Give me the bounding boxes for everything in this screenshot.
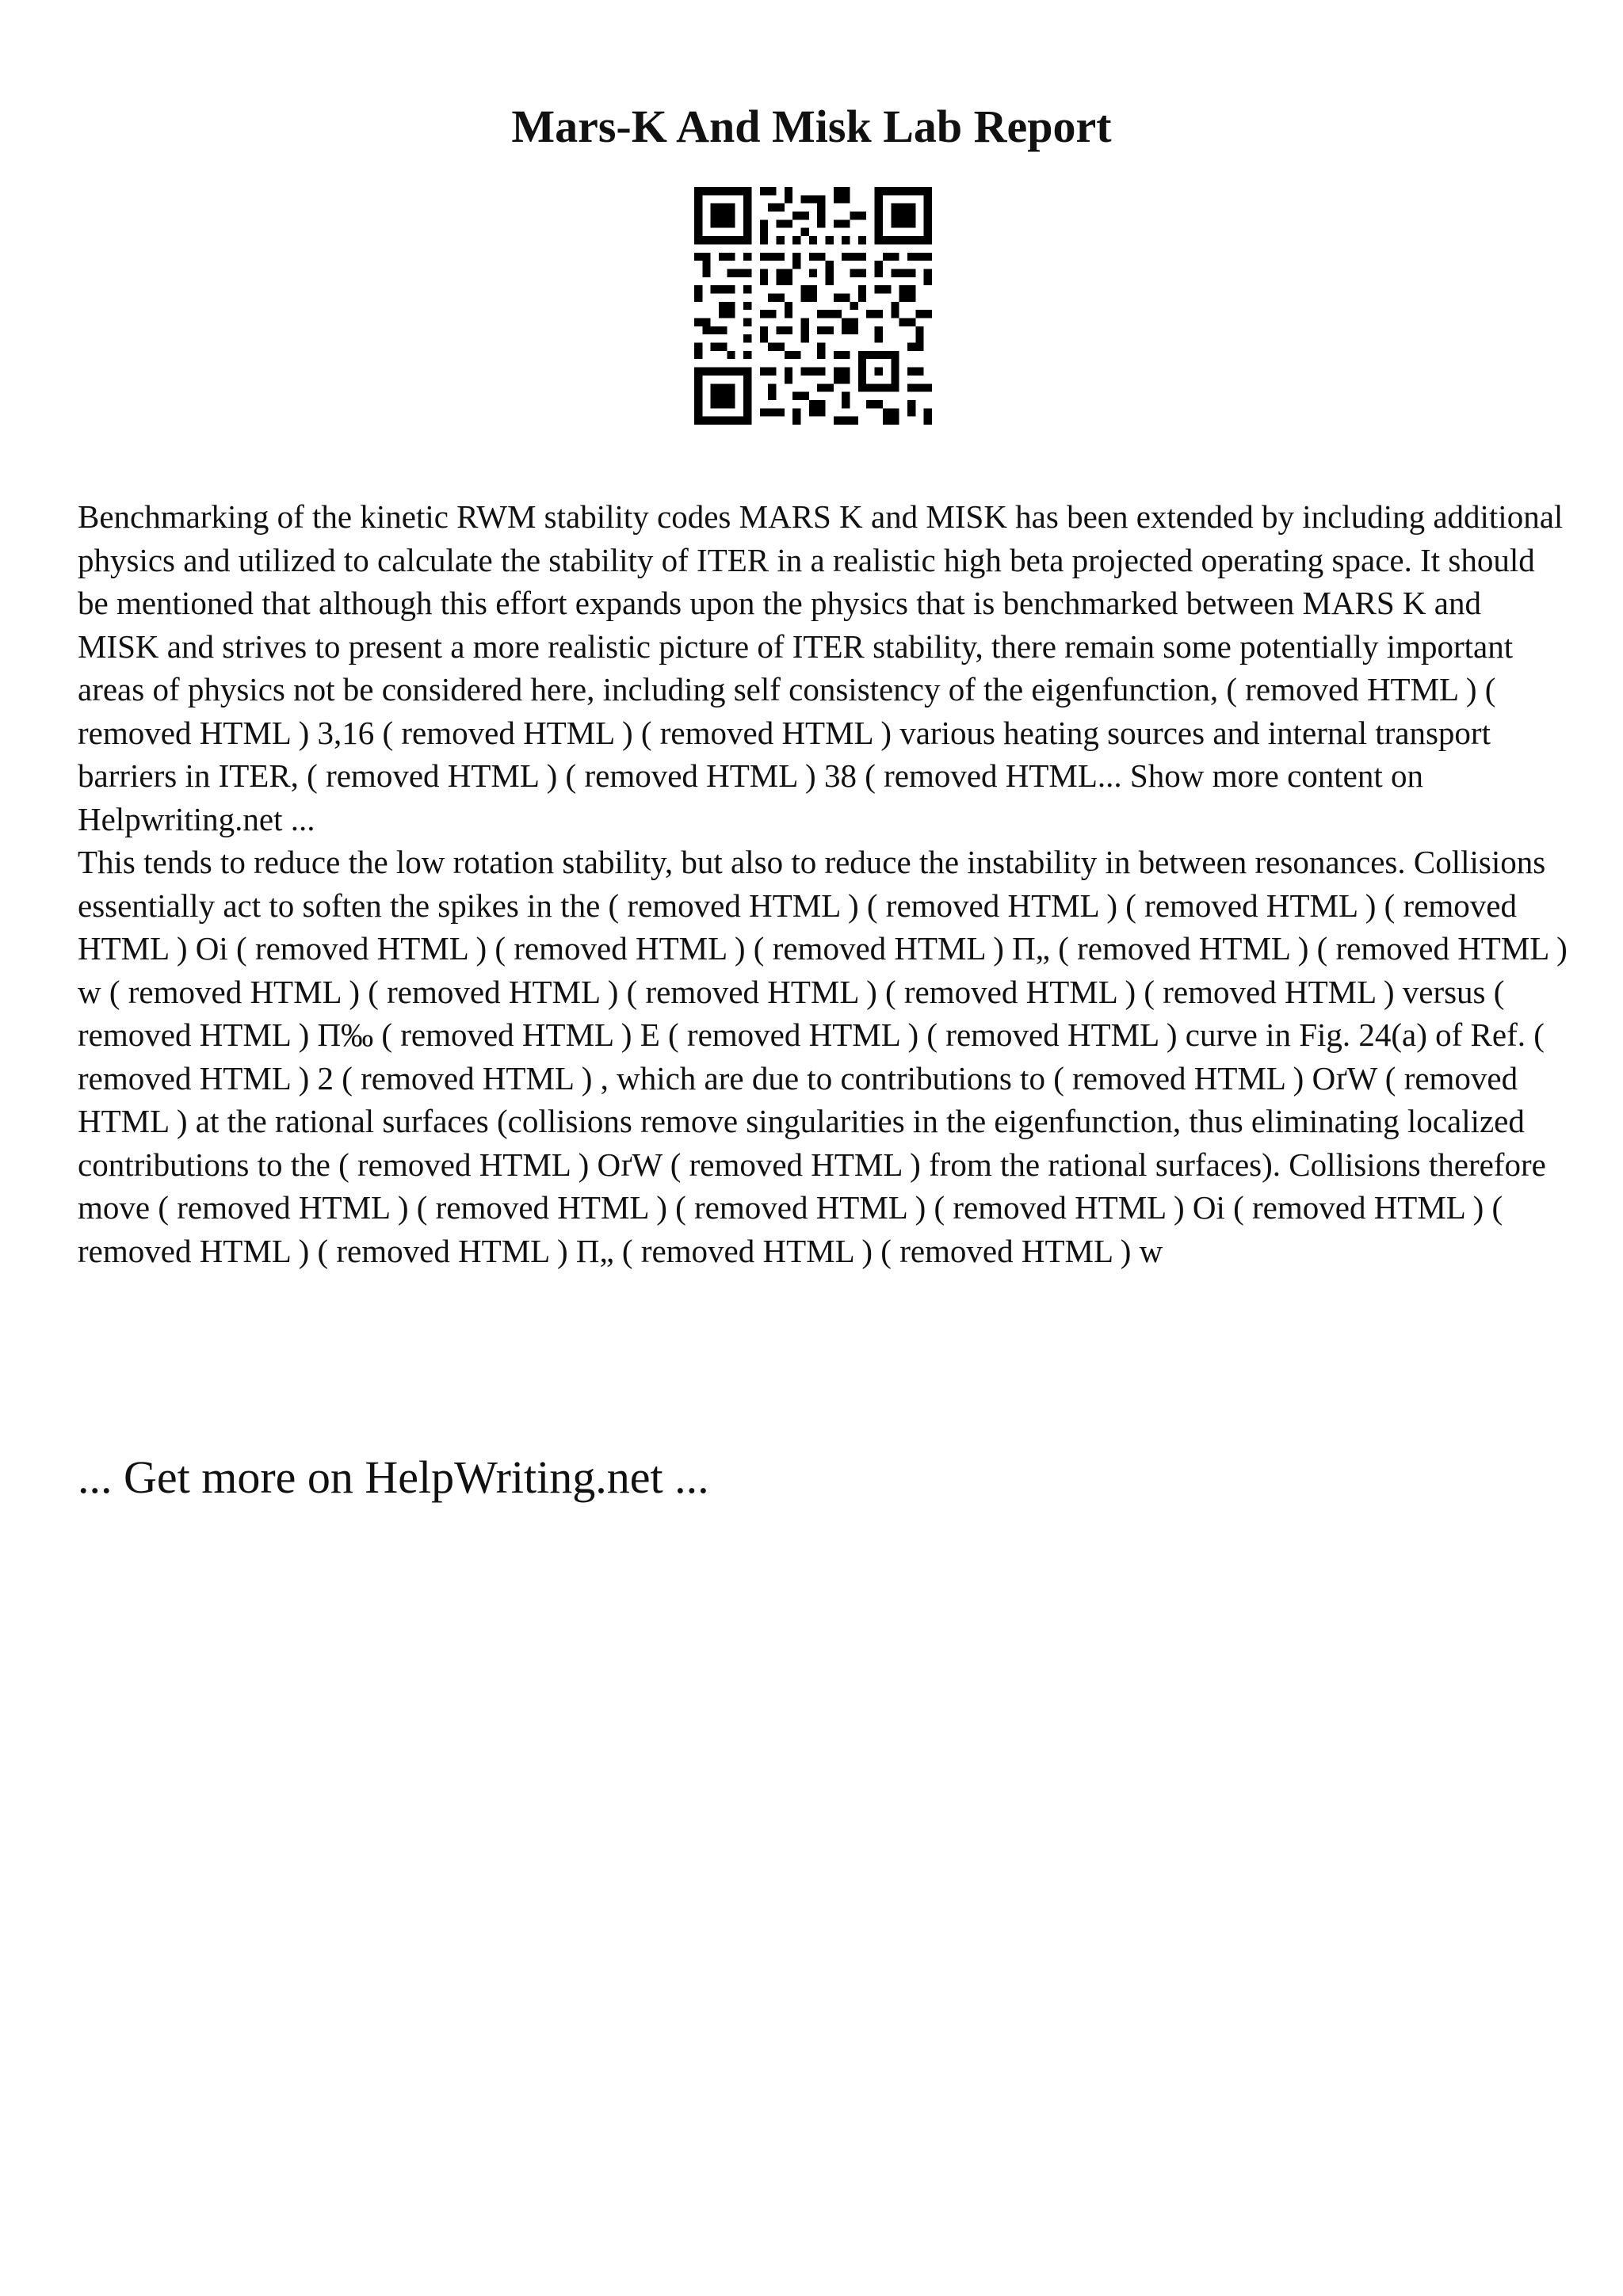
report-body: [78, 495, 1568, 1272]
get-more-link[interactable]: ... Get more on HelpWriting.net ...: [78, 1451, 709, 1503]
paragraph: This tends to reduce the low rotation stability, but also to reduce the instability in between resonances. Collisions essentially act to soften the spikes in the ( removed HTML ) ( removed HTML ) ( removed HTML ) ( removed HTML ) Оi ( removed HTML ) ( removed HTML ) ( removed HTML ) Π„ ( removed HTML ) ( removed HTML ) w ( removed HTML ) ( removed HTML ) ( removed HTML ) ( removed HTML ) ( removed HTML ) versus ( removed HTML ) П‰ ( removed HTML ) E ( removed HTML ) ( removed HTML ) curve in Fig. 24(a) of Ref. ( removed HTML ) 2 ( removed HTML ) , which are due to contributions to ( removed HTML ) ОґW ( removed HTML ) at the rational surfaces (collisions remove singularities in the eigenfunction, thus eliminating localized contributions to the ( removed HTML ) ОґW ( removed HTML ) from the rational surfaces). Collisions therefore move ( removed HTML ) ( removed HTML ) ( removed HTML ) ( removed HTML ) Оi ( removed HTML ) ( removed HTML ) ( removed HTML ) Π„ ( removed HTML ) ( removed HTML ) w: [78, 844, 1568, 1269]
paragraph: Benchmarking of the kinetic RWM stability codes MARS K and MISK has been extended by including additional physics and utilized to calculate the stability of ITER in a realistic high beta projected operating space. It should be mentioned that although this effort expands upon the physics that is benchmarked between MARS K and MISK and strives to present a more realistic picture of ITER stability, there remain some potentially important areas of physics not be considered here, including self consistency of the eigenfunction, ( removed HTML ) ( removed HTML ) 3,16 ( removed HTML ) ( removed HTML ) various heating sources and internal transport barriers in ITER, ( removed HTML ) ( removed HTML ) 38 ( removed HTML... Show more content on Helpwriting.net ...: [78, 498, 1564, 837]
qr-code-icon: [694, 187, 932, 425]
page-title: Mars-K And Misk Lab Report: [511, 101, 1112, 152]
